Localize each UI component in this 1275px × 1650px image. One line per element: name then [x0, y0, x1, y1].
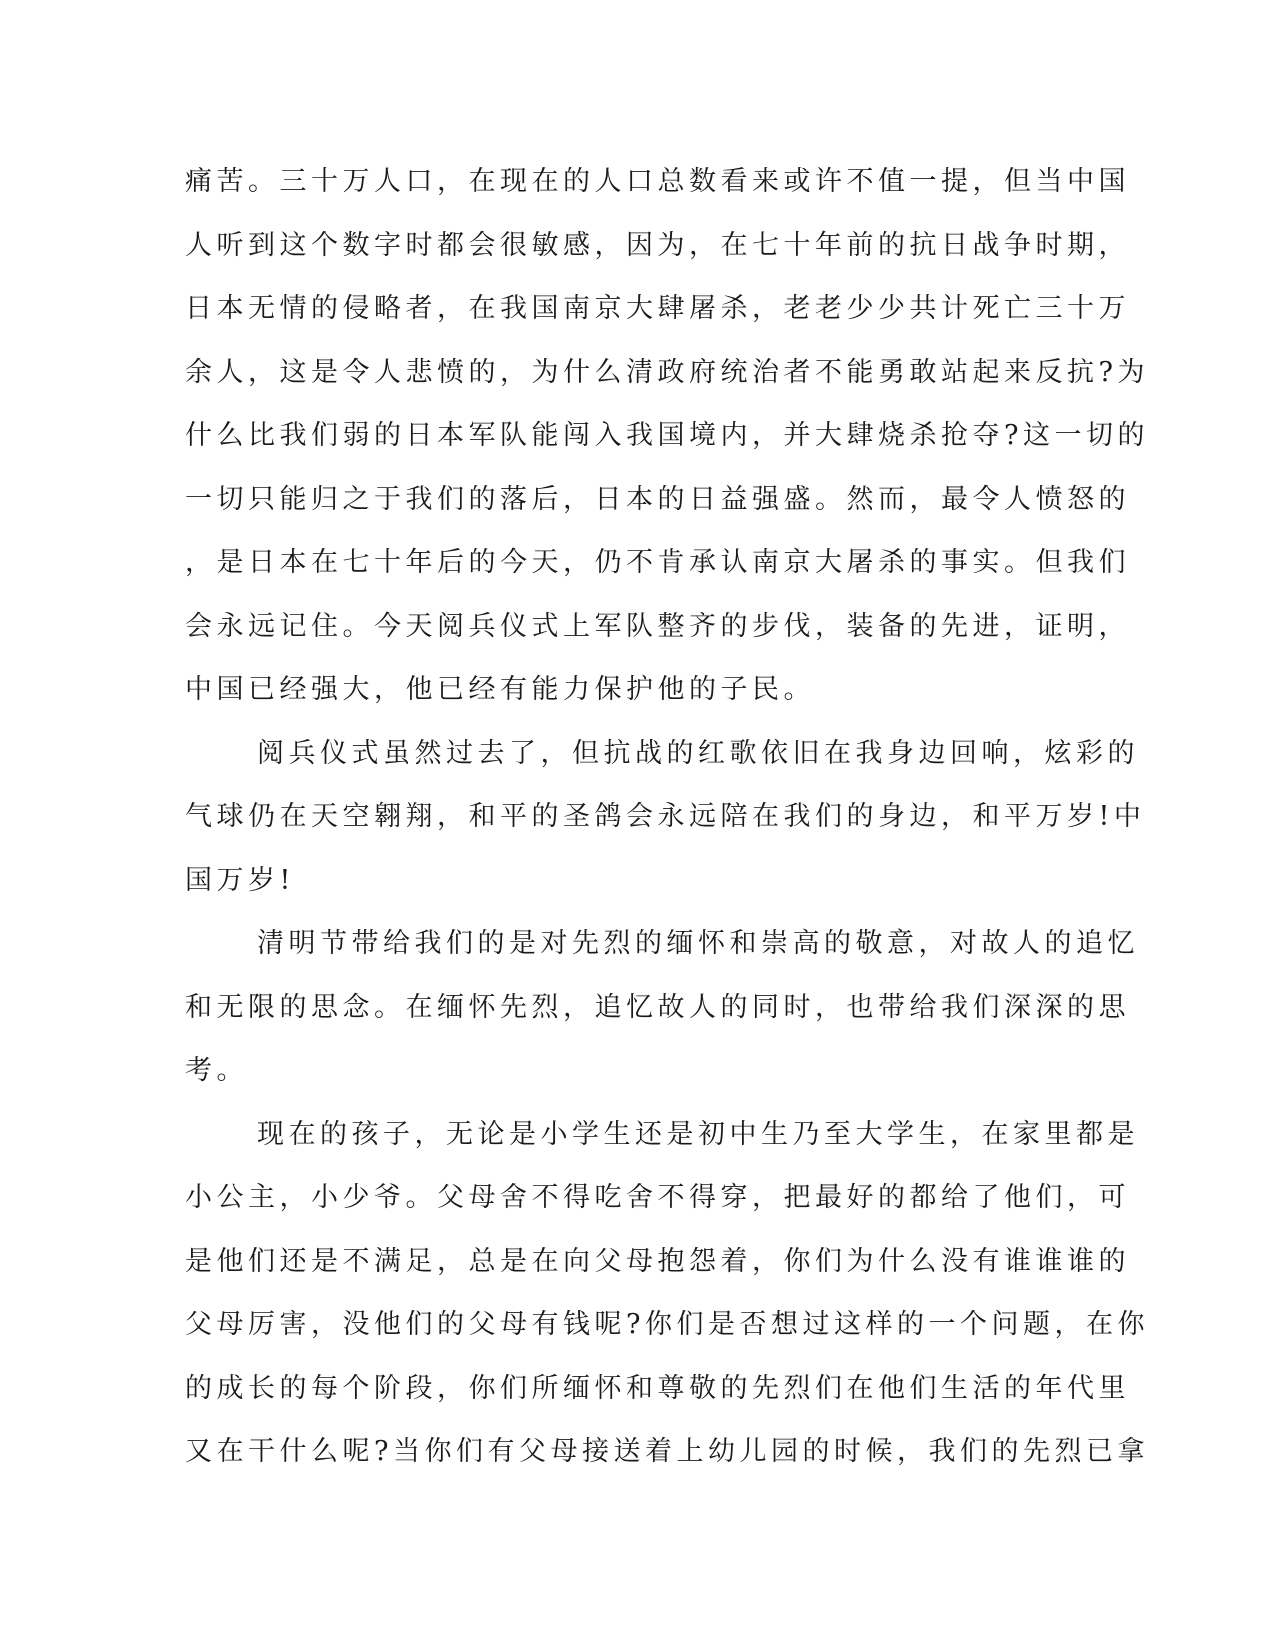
- paragraph-first-line: 现在的孩子，无论是小学生还是初中生乃至大学生，在家里都是: [257, 1118, 1139, 1150]
- text-line: 和无限的思念。在缅怀先烈，追忆故人的同时，也带给我们深深的思: [185, 991, 1130, 1023]
- text-line: 考。: [185, 1055, 248, 1086]
- text-line: 日本无情的侵略者，在我国南京大肆屠杀，老老少少共计死亡三十万: [185, 293, 1130, 324]
- text-line: 国万岁!: [185, 864, 295, 896]
- text-line: 是他们还是不满足，总是在向父母抱怨着，你们为什么没有谁谁谁的: [185, 1245, 1130, 1277]
- text-line: 的成长的每个阶段，你们所缅怀和尊敬的先烈们在他们生活的年代里: [185, 1372, 1130, 1404]
- text-line: 人听到这个数字时都会很敏感，因为，在七十年前的抗日战争时期，: [185, 229, 1130, 261]
- text-line: 会永远记住。今天阅兵仪式上军队整齐的步伐，装备的先进，证明，: [185, 610, 1130, 642]
- text-line: 气球仍在天空翱翔，和平的圣鸽会永远陪在我们的身边，和平万岁!中: [185, 801, 1146, 832]
- text-line: 余人，这是令人悲愤的，为什么清政府统治者不能勇敢站起来反抗?为: [185, 356, 1149, 388]
- text-line: 父母厉害，没他们的父母有钱呢?你们是否想过这样的一个问题，在你: [185, 1309, 1149, 1340]
- paragraph-first-line: 阅兵仪式虽然过去了，但抗战的红歌依旧在我身边回响，炫彩的: [257, 737, 1139, 769]
- text-line: 痛苦。三十万人口，在现在的人口总数看来或许不值一提，但当中国: [185, 166, 1130, 197]
- paragraph-first-line: 清明节带给我们的是对先烈的缅怀和崇高的敬意，对故人的追忆: [257, 928, 1139, 959]
- text-line: 中国已经强大，他已经有能力保护他的子民。: [185, 674, 815, 705]
- body-text: [185, 162, 1149, 1496]
- text-line: 一切只能归之于我们的落后，日本的日益强盛。然而，最令人愤怒的: [185, 483, 1130, 515]
- text-line: ，是日本在七十年后的今天，仍不肯承认南京大屠杀的事实。但我们: [185, 547, 1130, 578]
- text-line: 又在干什么呢?当你们有父母接送着上幼儿园的时候，我们的先烈已拿: [185, 1436, 1149, 1467]
- text-line: 小公主，小少爷。父母舍不得吃舍不得穿，把最好的都给了他们，可: [185, 1182, 1130, 1213]
- text-line: 什么比我们弱的日本军队能闯入我国境内，并大肆烧杀抢夺?这一切的: [185, 420, 1149, 451]
